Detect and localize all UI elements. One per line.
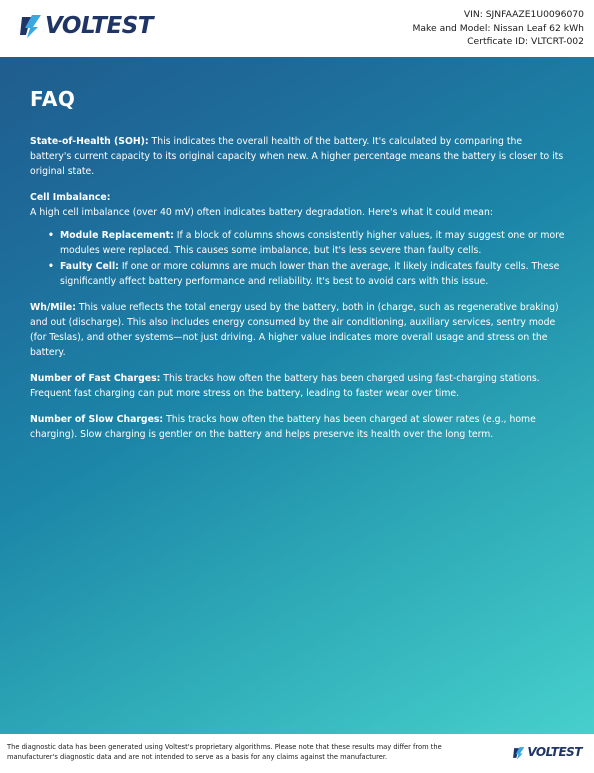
faq-wh-mile: [30, 300, 565, 360]
list-item: [48, 259, 565, 289]
lightning-bolt-icon: [18, 13, 44, 39]
bullet-text: If a block of columns shows consistently higher values, it may suggest one or more modules were replaced. This causes some imbalance, but it's less severe than faulty cells.: [60, 230, 565, 256]
brand-name: VOLTEST: [45, 13, 153, 39]
page-footer: [0, 734, 594, 773]
cell-imbalance-list: [30, 228, 565, 289]
bullet-text: If one or more columns are much lower than the average, it likely indicates faulty cells. These significantly affect battery performance and reliability. It's best to avoid cars with this issue.: [60, 261, 560, 287]
bullet-term: Faulty Cell:: [60, 261, 119, 272]
faq-fast-charges: [30, 371, 565, 401]
page-header: [0, 0, 594, 57]
faq-term: Number of Fast Charges:: [30, 373, 161, 384]
vin-text: VIN: SJNFAAZE1U0096070: [463, 9, 584, 20]
lightning-bolt-icon: [512, 745, 526, 759]
faq-text: This tracks how often the battery has been charged using fast-charging stations. Frequent fast charging can put more stress on the battery, leading to faster wear over time.: [30, 373, 540, 399]
brand-name: VOLTEST: [527, 745, 582, 759]
faq-text: This value reflects the total energy used by the battery, both in (charge, such as regenerative braking) and out (discharge). This also includes energy consumed by the air conditioning, auxiliary services, sentry mode (for Teslas), and other systems—not just driving. A higher value indicates more overall usage and stress on the battery.: [30, 302, 559, 358]
page-title: FAQ: [30, 87, 76, 111]
bullet-term: Module Replacement:: [60, 230, 174, 241]
faq-slow-charges: [30, 412, 565, 442]
certificate-id-text: Certficate ID: VLTCRT-002: [467, 36, 584, 47]
faq-term: Wh/Mile:: [30, 302, 76, 313]
faq-term: Number of Slow Charges:: [30, 414, 164, 425]
faq-text: A high cell imbalance (over 40 mV) often indicates battery degradation. Here's what it could mean:: [30, 207, 493, 218]
faq-panel: [0, 57, 594, 734]
faq-soh: [30, 134, 565, 179]
list-item: [48, 228, 565, 258]
footer-logo: [512, 744, 582, 760]
faq-text: This tracks how often the battery has been charged at slower rates (e.g., home charging). Slow charging is gentler on the battery and helps preserve its health over the long term.: [30, 414, 536, 440]
bullet-icon: •: [48, 261, 54, 272]
make-model-text: Make and Model: Nissan Leaf 62 kWh: [412, 22, 584, 34]
faq-term: State-of-Health (SOH):: [30, 136, 149, 147]
faq-cell-imbalance: [30, 190, 565, 289]
disclaimer-text: The diagnostic data has been generated using Voltest's proprietary algorithms. Please note that these results may differ from the manufacturer's diagnostic data and are not intended to serve as a basis for any claims against the manufacturer.: [7, 743, 442, 761]
voltest-logo: [18, 11, 153, 41]
bullet-icon: •: [48, 230, 54, 241]
vehicle-meta: [412, 8, 584, 49]
faq-text: This indicates the overall health of the battery. It's calculated by comparing the battery's current capacity to its original capacity when new. A higher percentage means the battery is closer to its original state.: [30, 136, 564, 177]
faq-content: [30, 134, 565, 453]
faq-term: Cell Imbalance:: [30, 192, 111, 203]
